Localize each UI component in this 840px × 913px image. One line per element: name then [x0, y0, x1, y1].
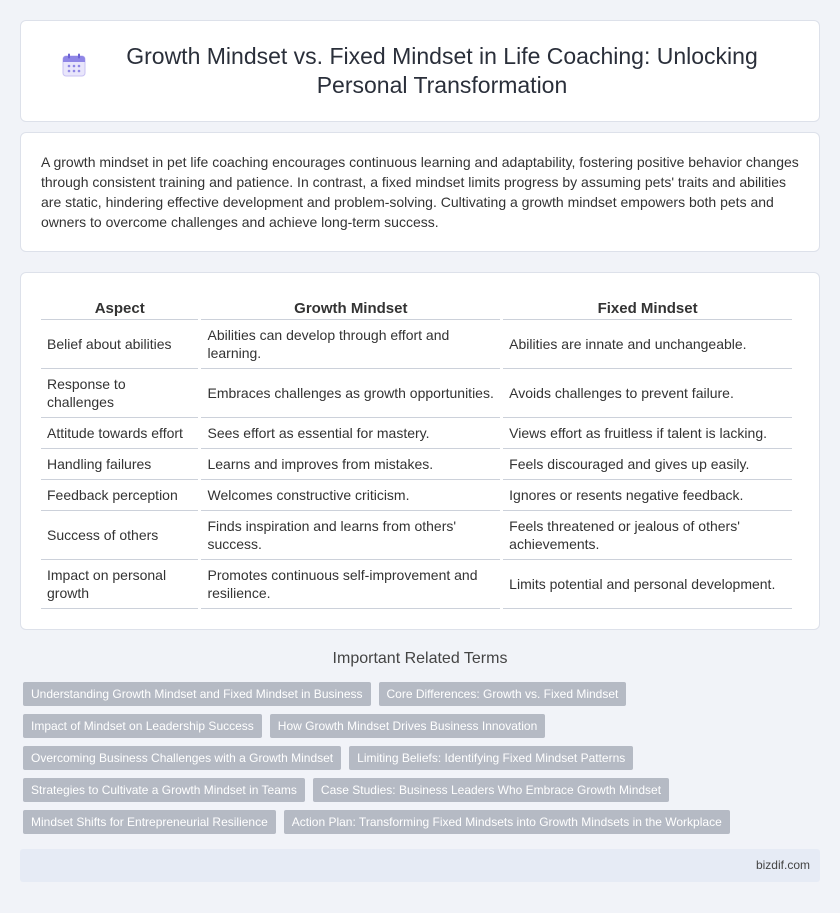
- cell-fixed: Abilities are innate and unchangeable.: [503, 320, 792, 369]
- cell-fixed: Feels discouraged and gives up easily.: [503, 449, 792, 480]
- related-terms-title: Important Related Terms: [332, 650, 508, 667]
- intro-card: [20, 132, 820, 252]
- related-term-link[interactable]: Impact of Mindset on Leadership Success: [23, 714, 262, 738]
- comparison-table-card: [20, 272, 820, 630]
- page-title: Growth Mindset vs. Fixed Mindset in Life Coaching: Unlocking Personal Transformation: [126, 43, 758, 98]
- header-card: [20, 20, 820, 122]
- cell-growth: Welcomes constructive criticism.: [201, 480, 500, 511]
- table-row: [41, 560, 792, 609]
- related-term-link[interactable]: Overcoming Business Challenges with a Growth Mindset: [23, 746, 341, 770]
- related-term-link[interactable]: Action Plan: Transforming Fixed Mindsets into Growth Mindsets in the Workplace: [284, 810, 730, 834]
- header-inner: [61, 42, 779, 100]
- cell-aspect: Success of others: [41, 511, 198, 560]
- cell-aspect: Handling failures: [41, 449, 198, 480]
- related-terms-list: [23, 682, 823, 842]
- cell-fixed: Avoids challenges to prevent failure.: [503, 369, 792, 418]
- cell-fixed: Feels threatened or jealous of others' achievements.: [503, 511, 792, 560]
- header-growth-mindset: Growth Mindset: [201, 295, 500, 320]
- related-term-link[interactable]: Strategies to Cultivate a Growth Mindset in Teams: [23, 778, 305, 802]
- tag-row: [23, 714, 823, 738]
- cell-aspect: Impact on personal growth: [41, 560, 198, 609]
- header-fixed-mindset: Fixed Mindset: [503, 295, 792, 320]
- tag-row: [23, 778, 823, 802]
- comparison-table: [38, 295, 795, 609]
- related-term-link[interactable]: Limiting Beliefs: Identifying Fixed Mindset Patterns: [349, 746, 633, 770]
- cell-aspect: Belief about abilities: [41, 320, 198, 369]
- table-row: [41, 320, 792, 369]
- cell-growth: Sees effort as essential for mastery.: [201, 418, 500, 449]
- related-term-link[interactable]: How Growth Mindset Drives Business Innovation: [270, 714, 545, 738]
- cell-fixed: Ignores or resents negative feedback.: [503, 480, 792, 511]
- tag-row: [23, 746, 823, 770]
- tag-row: [23, 682, 823, 706]
- related-term-link[interactable]: Case Studies: Business Leaders Who Embrace Growth Mindset: [313, 778, 669, 802]
- footer: [20, 849, 820, 882]
- cell-growth: Promotes continuous self-improvement and resilience.: [201, 560, 500, 609]
- intro-paragraph: A growth mindset in pet life coaching encourages continuous learning and adaptability, fostering positive behavior changes through consistent training and patience. In contrast, a fixed mindset limits progress by assuming pets' traits and abilities are static, hindering effective development and problem-solving. Cultivating a growth mindset empowers both pets and owners to overcome challenges and achieve long-term success.: [41, 154, 799, 230]
- table-header-row: [41, 295, 792, 320]
- cell-growth: Embraces challenges as growth opportunities.: [201, 369, 500, 418]
- cell-growth: Learns and improves from mistakes.: [201, 449, 500, 480]
- related-term-link[interactable]: Core Differences: Growth vs. Fixed Mindset: [379, 682, 627, 706]
- header-aspect: Aspect: [41, 295, 198, 320]
- cell-aspect: Response to challenges: [41, 369, 198, 418]
- table-row: [41, 449, 792, 480]
- related-term-link[interactable]: Understanding Growth Mindset and Fixed Mindset in Business: [23, 682, 371, 706]
- table-row: [41, 418, 792, 449]
- table-row: [41, 511, 792, 560]
- cell-growth: Finds inspiration and learns from others' success.: [201, 511, 500, 560]
- cell-aspect: Attitude towards effort: [41, 418, 198, 449]
- calendar-icon: [61, 52, 87, 78]
- cell-aspect: Feedback perception: [41, 480, 198, 511]
- tag-row: [23, 810, 823, 834]
- cell-fixed: Limits potential and personal development.: [503, 560, 792, 609]
- cell-fixed: Views effort as fruitless if talent is lacking.: [503, 418, 792, 449]
- table-row: [41, 480, 792, 511]
- footer-site-link[interactable]: bizdif.com: [755, 858, 810, 872]
- cell-growth: Abilities can develop through effort and learning.: [201, 320, 500, 369]
- table-row: [41, 369, 792, 418]
- related-term-link[interactable]: Mindset Shifts for Entrepreneurial Resilience: [23, 810, 276, 834]
